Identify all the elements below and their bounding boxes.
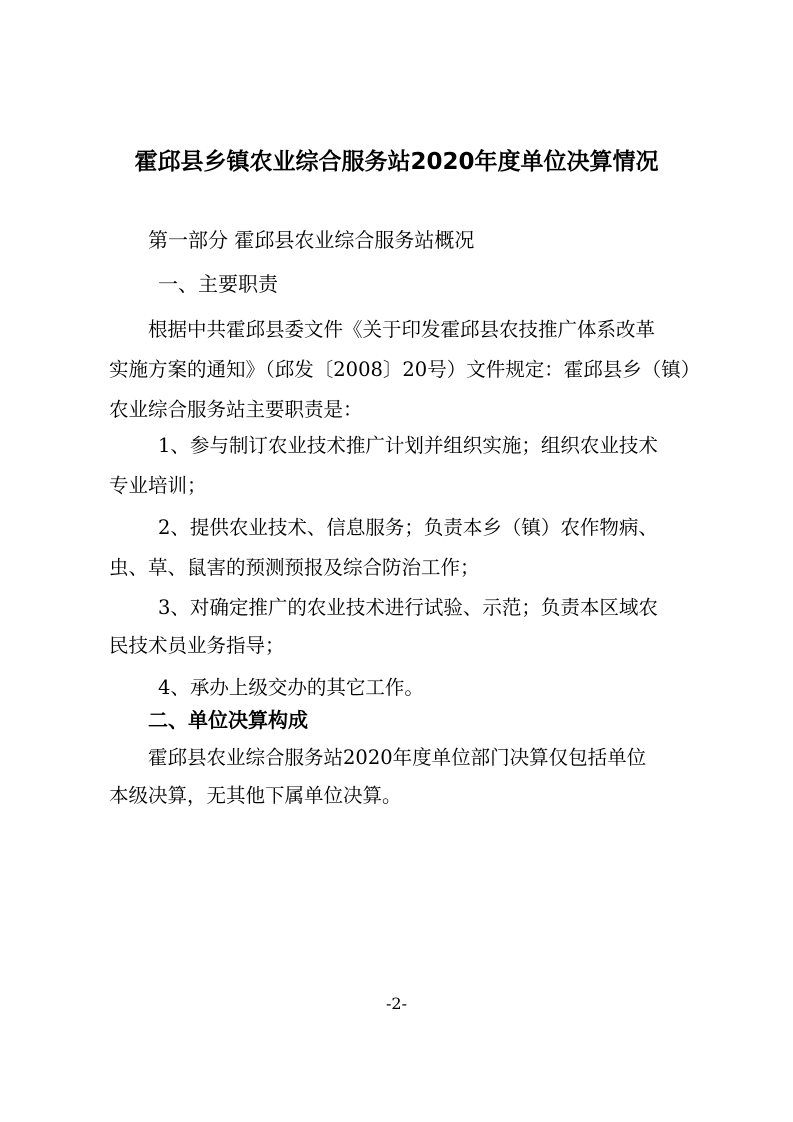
duty-item-4: 4、承办上级交办的其它工作。 [158,676,424,699]
paragraph-line: 本级决算，无其他下属单位决算。 [109,784,402,807]
paragraph-line: 实施方案的通知》（邱发〔2008〕20号）文件规定：霍邱县乡（镇） [109,358,701,381]
duty-item-2-line-2: 虫、草、鼠害的预测预报及综合防治工作； [109,556,480,579]
duty-item-3-line-1: 3、对确定推广的农业技术进行试验、示范；负责本区域农 [158,596,658,619]
section-heading-duties: 一、主要职责 [158,272,278,296]
duty-item-3-line-2: 民技术员业务指导； [109,634,285,657]
document-title: 霍邱县乡镇农业综合服务站2020年度单位决算情况 [134,149,659,175]
page-number: -2- [386,994,407,1013]
section-heading-composition: 二、单位决算构成 [148,708,308,732]
paragraph-line: 农业综合服务站主要职责是： [109,398,363,421]
duty-item-1-line-2: 专业培训； [109,474,207,497]
paragraph-line: 根据中共霍邱县委文件《关于印发霍邱县农技推广体系改革 [148,318,656,341]
duty-item-2-line-1: 2、提供农业技术、信息服务；负责本乡（镇）农作物病、 [158,516,658,539]
duty-item-1-line-1: 1、参与制订农业技术推广计划并组织实施；组织农业技术 [158,434,658,457]
paragraph-line: 霍邱县农业综合服务站2020年度单位部门决算仅包括单位 [148,746,647,769]
part-heading: 第一部分 霍邱县农业综合服务站概况 [148,228,475,252]
